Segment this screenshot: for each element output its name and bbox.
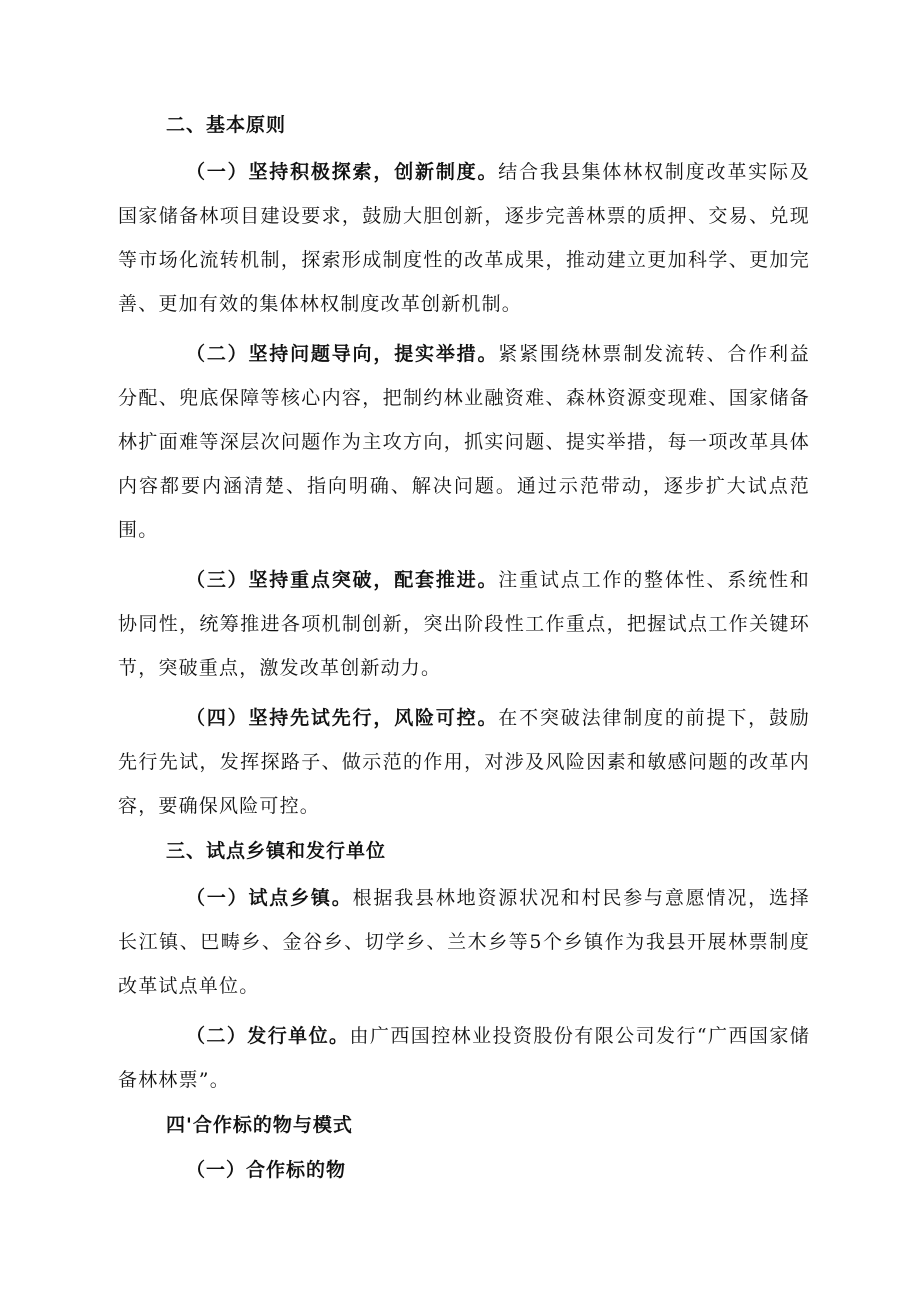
paragraph-body: 结合我县集体林权制度改革实际及国家储备林项目建设要求，鼓励大胆创新，逐步完善林票的质押、交易、兑现等市场化流转机制，探索形成制度性的改革成果，推动建立更加科学、更加完善、更加有效的集体林权制度改革创新机制。 (118, 161, 810, 315)
principle-paragraph-3 (118, 558, 810, 690)
paragraph-lead: （四）坚持先试先行，风险可控。 (186, 707, 499, 729)
paragraph-body: 注重试点工作的整体性、系统性和协同性，统筹推进各项机制创新，突出阶段性工作重点，把握试点工作关键环节，突破重点，激发改革创新动力。 (118, 569, 810, 679)
subsection-heading-cooperation-object: （一）合作标的物 (186, 1159, 347, 1181)
paragraph-lead: （二）发行单位。 (186, 1025, 350, 1047)
paragraph-lead: （一）坚持积极探索，创新制度。 (186, 161, 499, 183)
paragraph-lead: （三）坚持重点突破，配套推进。 (186, 569, 499, 591)
document-page (118, 108, 810, 1190)
principle-paragraph-1 (118, 150, 810, 326)
paragraph-lead: （一）试点乡镇。 (186, 887, 353, 909)
paragraph-body: 紧紧围绕林票制发流转、合作利益分配、兜底保障等核心内容，把制约林业融资难、森林资源变现难、国家储备林扩面难等深层次问题作为主攻方向，抓实问题、提实举措，每一项改革具体内容都要内涵清楚、指向明确、解决问题。通过示范带动，逐步扩大试点范围。 (118, 343, 810, 541)
principle-paragraph-2 (118, 332, 810, 552)
pilot-paragraph-2 (118, 1014, 810, 1102)
paragraph-body: 在不突破法律制度的前提下，鼓励先行先试，发挥探路子、做示范的作用，对涉及风险因素和敏感问题的改革内容，要确保风险可控。 (118, 707, 810, 817)
principle-paragraph-4 (118, 696, 810, 828)
paragraph-body: 由广西国控林业投资股份有限公司发行“广西国家储备林林票”。 (118, 1025, 810, 1091)
section-heading-cooperation: 四'合作标的物与模式 (166, 1114, 353, 1136)
paragraph-body: 根据我县林地资源状况和村民参与意愿情况，选择长江镇、巴畴乡、金谷乡、切学乡、兰木乡等5个乡镇作为我县开展林票制度改革试点单位。 (118, 887, 810, 997)
section-heading-pilot-towns: 三、试点乡镇和发行单位 (166, 840, 387, 862)
paragraph-lead: （二）坚持问题导向，提实举措。 (186, 343, 499, 365)
section-heading-principles: 二、基本原则 (166, 114, 287, 136)
pilot-paragraph-1 (118, 876, 810, 1008)
